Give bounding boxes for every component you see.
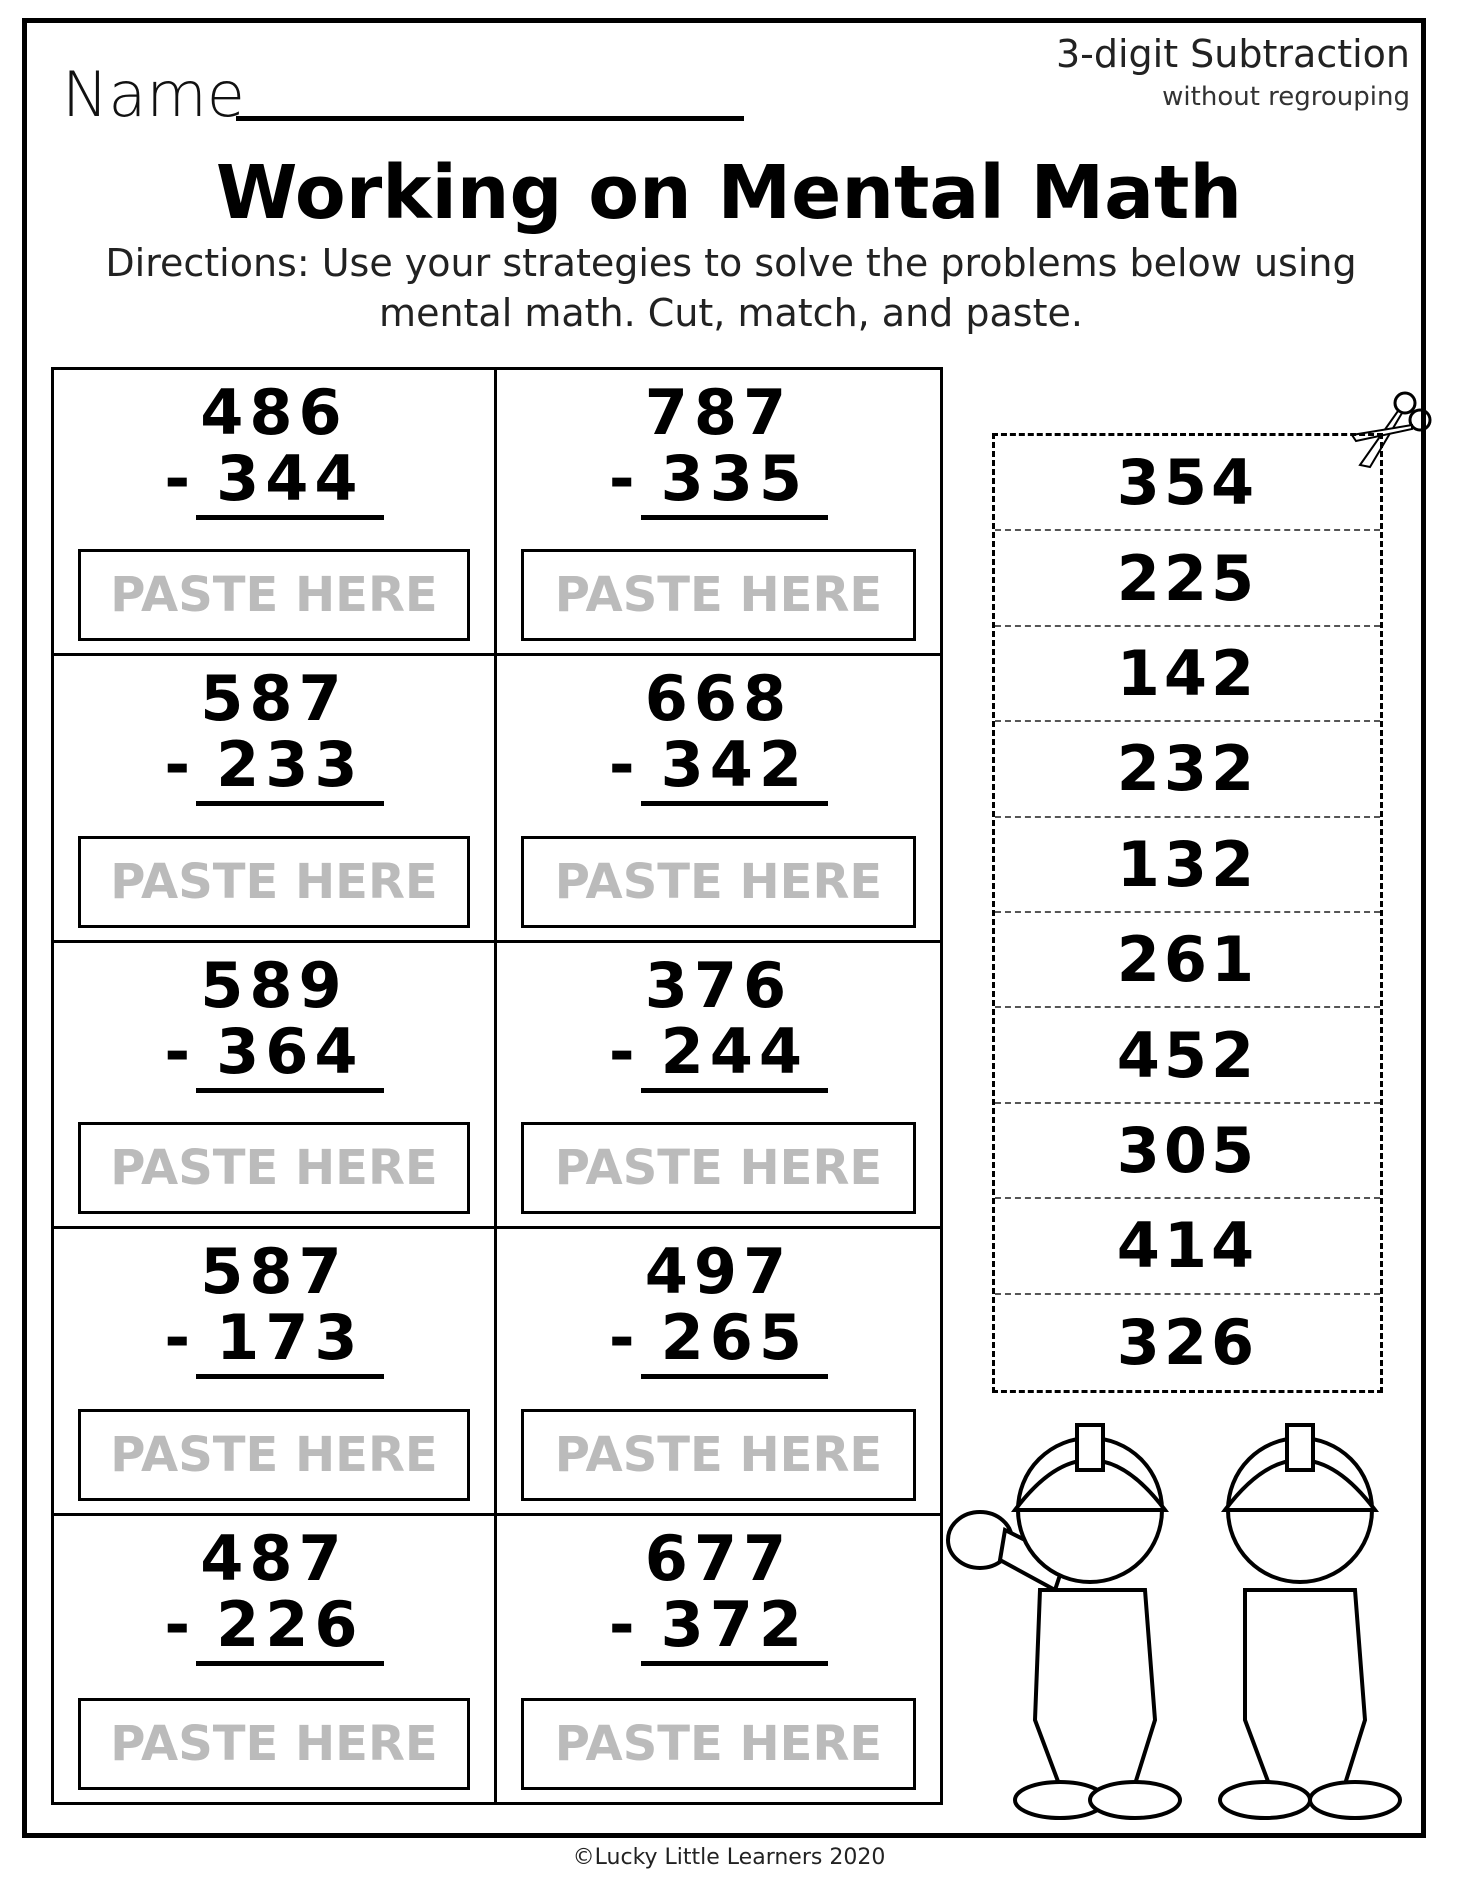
paste-here-box[interactable]: PASTE HERE — [521, 836, 916, 928]
subtrahend: 364 — [196, 1015, 383, 1093]
subtrahend-row — [54, 442, 494, 515]
subtrahend-row — [54, 1015, 494, 1088]
answer-card[interactable]: 142 — [995, 627, 1380, 722]
answer-card[interactable]: 232 — [995, 722, 1380, 817]
paste-here-box[interactable]: PASTE HERE — [78, 549, 470, 641]
minuend: 668 — [644, 662, 793, 736]
paste-here-box[interactable]: PASTE HERE — [78, 1409, 470, 1501]
minuend: 677 — [644, 1521, 793, 1595]
minus-sign: - — [164, 442, 197, 515]
answer-card[interactable]: 305 — [995, 1104, 1380, 1199]
construction-kids-illustration — [945, 1420, 1435, 1820]
minuend: 587 — [200, 662, 348, 736]
answer-card[interactable]: 261 — [995, 913, 1380, 1008]
problem-cell — [497, 943, 940, 1229]
problem-cell — [54, 1516, 497, 1802]
problem-cell — [497, 370, 940, 656]
answer-card[interactable]: 452 — [995, 1008, 1380, 1103]
paste-here-box[interactable]: PASTE HERE — [521, 1698, 916, 1790]
subtitle-2: without regrouping — [1162, 82, 1410, 112]
page-title: Working on Mental Math — [215, 150, 1243, 236]
problem-cell — [497, 1229, 940, 1515]
problem-cell — [497, 1516, 940, 1802]
minus-sign: - — [608, 728, 641, 802]
paste-here-box[interactable]: PASTE HERE — [521, 1409, 916, 1501]
minus-sign: - — [164, 1014, 197, 1088]
minuend: 497 — [644, 1235, 793, 1309]
subtrahend-row — [54, 1588, 494, 1661]
answer-card[interactable]: 354 — [995, 436, 1380, 531]
answer-card[interactable]: 225 — [995, 531, 1380, 626]
paste-here-box[interactable]: PASTE HERE — [78, 1698, 470, 1790]
subtrahend: 372 — [641, 1588, 828, 1666]
paste-here-box[interactable]: PASTE HERE — [521, 549, 916, 641]
subtrahend-row — [497, 1588, 940, 1661]
answer-strip — [992, 433, 1383, 1393]
minus-sign: - — [608, 1014, 641, 1088]
copyright-footer: ©Lucky Little Learners 2020 — [572, 1845, 886, 1870]
subtrahend: 265 — [641, 1301, 828, 1379]
answer-card[interactable]: 414 — [995, 1199, 1380, 1294]
paste-here-box[interactable]: PASTE HERE — [78, 1122, 470, 1214]
name-label: Name — [62, 58, 245, 131]
subtrahend: 244 — [641, 1015, 828, 1093]
minus-sign: - — [164, 1301, 197, 1375]
problem-cell — [54, 1229, 497, 1515]
minus-sign: - — [608, 1301, 641, 1375]
subtrahend: 335 — [641, 442, 828, 520]
subtrahend-row — [497, 1301, 940, 1374]
subtrahend-row — [54, 1301, 494, 1374]
subtrahend: 344 — [196, 442, 383, 520]
minus-sign: - — [164, 1587, 197, 1661]
paste-here-box[interactable]: PASTE HERE — [78, 836, 470, 928]
subtrahend: 342 — [641, 728, 828, 806]
paste-here-box[interactable]: PASTE HERE — [521, 1122, 916, 1214]
problem-cell — [54, 370, 497, 656]
problem-grid — [51, 367, 943, 1805]
subtrahend: 233 — [196, 728, 383, 806]
minuend: 787 — [644, 376, 793, 449]
minus-sign: - — [164, 728, 197, 802]
subtrahend-row — [497, 442, 940, 515]
subtrahend-row — [54, 728, 494, 801]
answer-card[interactable]: 132 — [995, 818, 1380, 913]
minuend: 487 — [200, 1521, 348, 1595]
directions: Directions: Use your strategies to solve the problems below using mental math. Cut, match, and paste. — [105, 241, 1357, 335]
minuend: 589 — [200, 948, 348, 1022]
minuend: 376 — [644, 948, 793, 1022]
minuend: 587 — [200, 1235, 348, 1309]
problem-cell — [54, 943, 497, 1229]
name-field[interactable] — [236, 116, 744, 121]
answer-card[interactable]: 326 — [1116, 1305, 1259, 1379]
subtrahend: 226 — [196, 1588, 383, 1666]
subtrahend-row — [497, 1015, 940, 1088]
problem-cell — [54, 656, 497, 942]
minus-sign: - — [608, 1587, 641, 1661]
subtitle: 3-digit Subtraction — [1055, 32, 1410, 76]
subtrahend-row — [497, 728, 940, 801]
minuend: 486 — [200, 376, 348, 449]
minus-sign: - — [608, 442, 641, 515]
subtrahend: 173 — [196, 1301, 383, 1379]
problem-cell — [497, 656, 940, 942]
